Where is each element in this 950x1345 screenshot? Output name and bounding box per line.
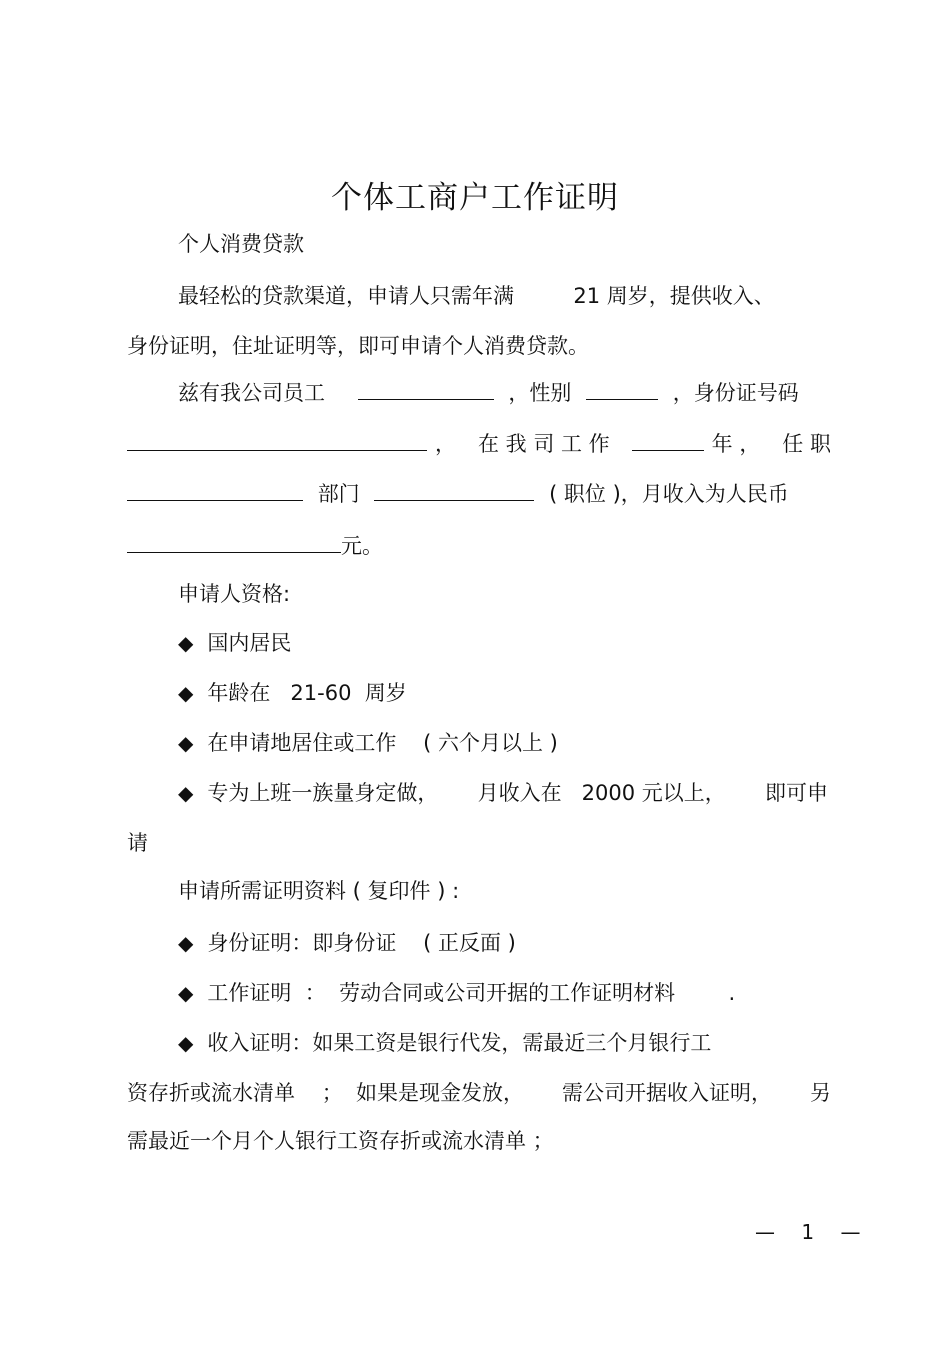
cert-text: 年 ， xyxy=(711,432,761,456)
diamond-bullet-icon: ◆ xyxy=(178,781,194,805)
qualification-text: 月收入在 2000 元以上， xyxy=(477,781,726,805)
page-number: — 1 — xyxy=(755,1220,871,1244)
diamond-bullet-icon: ◆ xyxy=(178,1031,194,1055)
gender-blank xyxy=(586,379,658,400)
document-item xyxy=(178,1028,711,1058)
employee-name-blank xyxy=(358,379,494,400)
document-text: 资存折或流水清单 ； 如果是现金发放， xyxy=(127,1081,525,1105)
intro-line-2: 身份证明，住址证明等，即可申请个人消费贷款。 xyxy=(127,334,589,358)
qualification-text: 国内居民 xyxy=(207,631,292,655)
document-text: 工作证明 ： 劳动合同或公司开据的工作证明材料 . xyxy=(207,981,736,1005)
intro-text-b: 21 周岁，提供收入、 xyxy=(573,284,775,308)
cert-text: 部门 xyxy=(317,482,360,506)
department-blank xyxy=(127,480,303,501)
qualification-item xyxy=(178,678,407,708)
qualification-item xyxy=(178,628,291,658)
cert-text: ，性别 xyxy=(508,381,572,405)
document-item-continued xyxy=(127,1078,831,1108)
position-blank xyxy=(374,480,534,501)
cert-line-1 xyxy=(178,378,799,408)
page-title: 个体工商户工作证明 xyxy=(331,180,619,216)
qualification-text: 年龄在 21-60 周岁 xyxy=(207,681,407,705)
diamond-bullet-icon: ◆ xyxy=(178,681,194,705)
income-blank xyxy=(127,532,341,553)
cert-text: 兹有我公司员工 xyxy=(178,381,325,405)
diamond-bullet-icon: ◆ xyxy=(178,731,194,755)
intro-line-1 xyxy=(178,281,775,311)
diamond-bullet-icon: ◆ xyxy=(178,981,194,1005)
qualification-text: 即可申 xyxy=(764,781,828,805)
id-number-blank xyxy=(127,430,427,451)
document-text: 需公司开据收入证明， xyxy=(562,1081,773,1105)
qualification-text: 专为上班一族量身定做， xyxy=(207,781,439,805)
qualification-text: 在申请地居住或工作 ( 六个月以上 ) xyxy=(207,731,558,755)
documents-heading: 申请所需证明资料 ( 复印件 ) : xyxy=(178,879,460,903)
cert-text: ，身份证号码 xyxy=(672,381,799,405)
subtitle: 个人消费贷款 xyxy=(178,232,304,256)
cert-line-3 xyxy=(127,479,789,509)
cert-text: ， xyxy=(435,432,456,456)
cert-text: 在 我 司 工 作 xyxy=(477,432,610,456)
cert-text: 任 职 xyxy=(782,432,831,456)
document-text: 收入证明：如果工资是银行代发，需最近三个月银行工 xyxy=(207,1031,712,1055)
cert-line-4 xyxy=(127,531,383,561)
qualifications-heading: 申请人资格: xyxy=(178,582,291,606)
document-text: 另 xyxy=(810,1081,831,1105)
document-item xyxy=(178,928,516,958)
document-item-continued: 需最近一个月个人银行工资存折或流水清单 ； xyxy=(127,1129,554,1153)
document-text: 身份证明：即身份证 ( 正反面 ) xyxy=(207,931,516,955)
cert-line-2 xyxy=(127,429,831,459)
qualification-item-continued: 请 xyxy=(127,831,148,855)
qualification-item xyxy=(178,778,828,808)
cert-text: ( 职位 )，月收入为人民币 xyxy=(549,482,789,506)
document-item xyxy=(178,978,735,1008)
intro-text-a: 最轻松的贷款渠道，申请人只需年满 xyxy=(178,284,514,308)
cert-text: 元。 xyxy=(341,534,383,558)
diamond-bullet-icon: ◆ xyxy=(178,931,194,955)
years-blank xyxy=(632,430,704,451)
diamond-bullet-icon: ◆ xyxy=(178,631,194,655)
qualification-item xyxy=(178,728,558,758)
